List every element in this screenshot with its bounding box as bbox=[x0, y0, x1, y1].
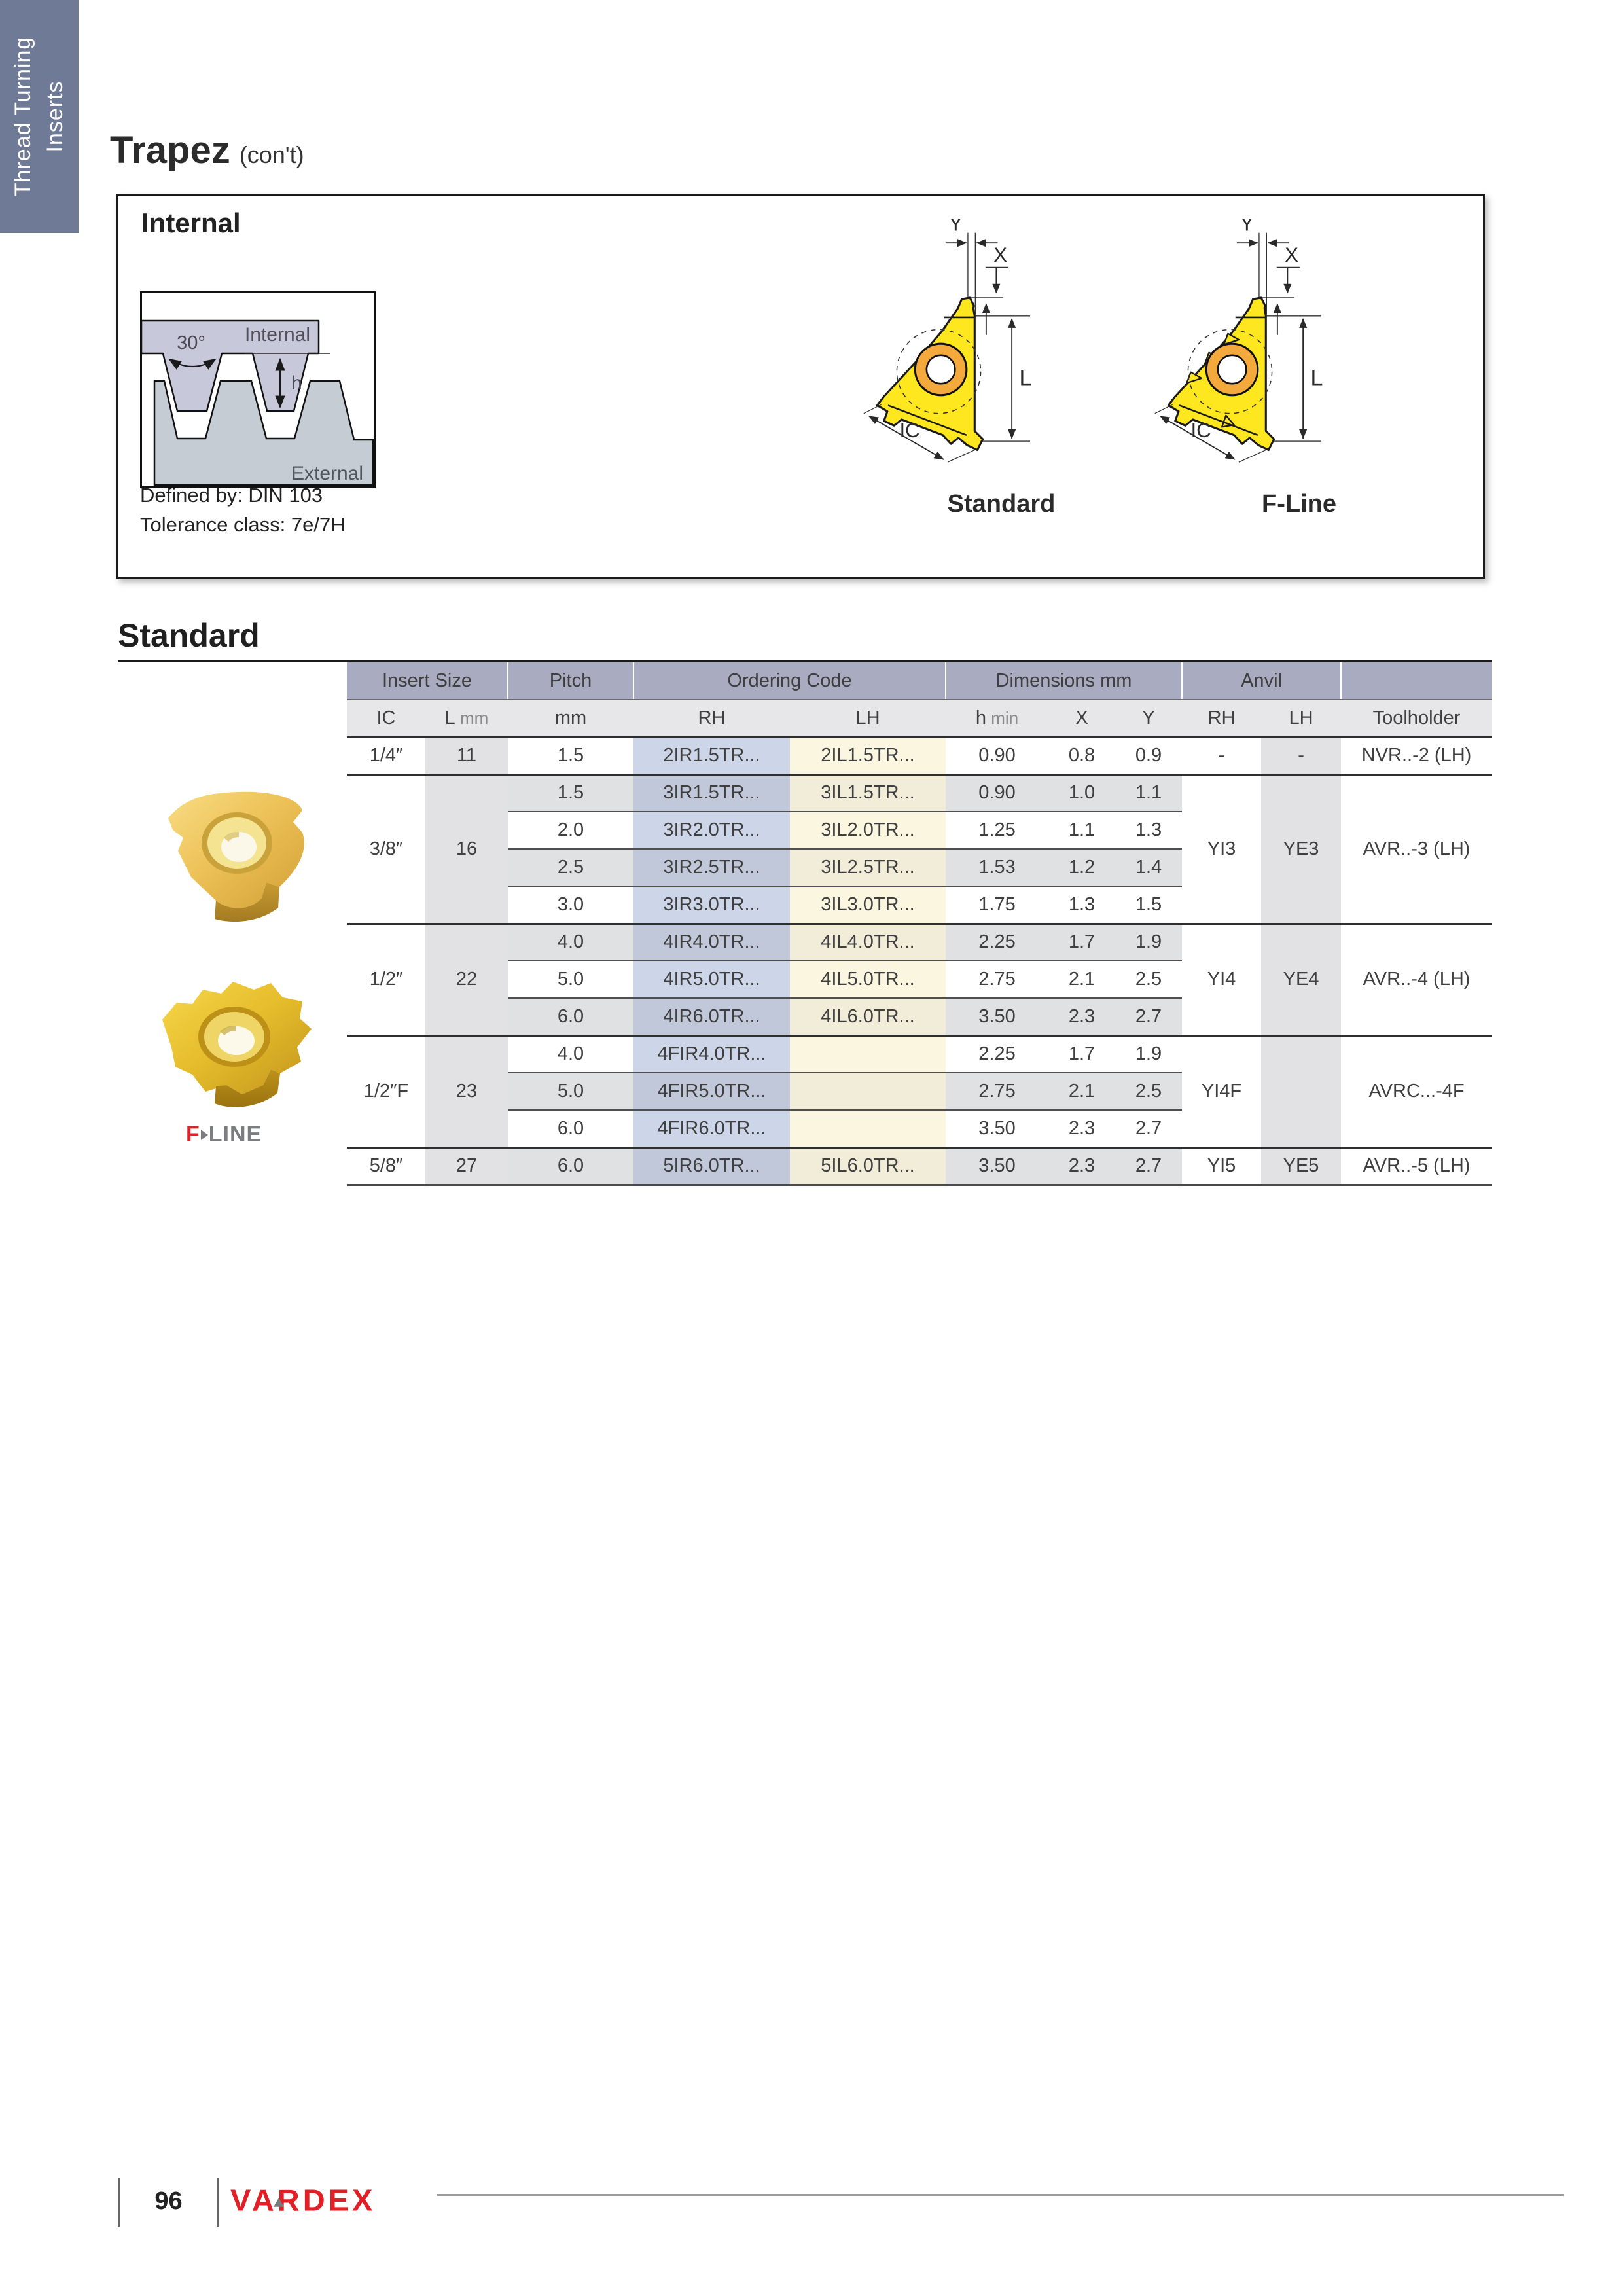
column-header: LH bbox=[1261, 700, 1341, 737]
cell-anvil-lh: YE4 bbox=[1261, 924, 1341, 1035]
column-group-header: Ordering Code bbox=[633, 662, 946, 700]
cell-ordering-code-lh bbox=[790, 1073, 946, 1110]
spec-table-grid bbox=[347, 662, 1492, 1186]
cell-x: 1.0 bbox=[1048, 774, 1115, 812]
column-header: Y bbox=[1115, 700, 1182, 737]
cell-anvil-lh bbox=[1261, 1035, 1341, 1147]
cell-ordering-code-lh: 4IL6.0TR... bbox=[790, 998, 946, 1035]
svg-text:IC: IC bbox=[899, 418, 920, 442]
cell-x: 2.1 bbox=[1048, 1073, 1115, 1110]
cell-x: 1.2 bbox=[1048, 849, 1115, 886]
cell-ordering-code-lh: 3IL3.0TR... bbox=[790, 886, 946, 924]
cell-ordering-code-lh: 3IL1.5TR... bbox=[790, 774, 946, 812]
cell-insert-size-ic: 1/2″F bbox=[347, 1035, 425, 1147]
cell-pitch: 4.0 bbox=[508, 924, 633, 961]
cell-y: 1.5 bbox=[1115, 886, 1182, 924]
cell-pitch: 5.0 bbox=[508, 961, 633, 998]
cell-x: 2.3 bbox=[1048, 1147, 1115, 1185]
cell-h-min: 1.75 bbox=[946, 886, 1048, 924]
column-header: h min bbox=[946, 700, 1048, 737]
cell-ordering-code-rh: 3IR2.5TR... bbox=[633, 849, 790, 886]
cell-h-min: 2.25 bbox=[946, 924, 1048, 961]
cell-insert-size-ic: 5/8″ bbox=[347, 1147, 425, 1185]
svg-text:X: X bbox=[993, 243, 1007, 267]
cell-x: 2.3 bbox=[1048, 1110, 1115, 1147]
column-header: IC bbox=[347, 700, 425, 737]
defined-by-text: Defined by: DIN 103 bbox=[140, 484, 323, 507]
cell-pitch: 2.0 bbox=[508, 812, 633, 849]
svg-text:L: L bbox=[1310, 365, 1323, 391]
cell-ordering-code-lh: 3IL2.5TR... bbox=[790, 849, 946, 886]
vardex-logo-triangle-icon bbox=[274, 2198, 284, 2207]
sidebar-tab-label: Thread Turning Inserts bbox=[10, 36, 67, 197]
svg-text:Internal: Internal bbox=[244, 324, 311, 346]
cell-ordering-code-lh: 5IL6.0TR... bbox=[790, 1147, 946, 1185]
standard-definition bbox=[140, 481, 346, 540]
cell-x: 1.3 bbox=[1048, 886, 1115, 924]
cell-insert-size-l: 22 bbox=[425, 924, 508, 1035]
cell-x: 0.8 bbox=[1048, 737, 1115, 774]
cell-anvil-rh: YI4 bbox=[1182, 924, 1261, 1035]
cell-pitch: 6.0 bbox=[508, 998, 633, 1035]
cell-ordering-code-rh: 4IR6.0TR... bbox=[633, 998, 790, 1035]
cell-toolholder: NVR..-2 (LH) bbox=[1341, 737, 1492, 774]
cell-pitch: 1.5 bbox=[508, 737, 633, 774]
cell-x: 1.7 bbox=[1048, 924, 1115, 961]
cell-insert-size-ic: 1/4″ bbox=[347, 737, 425, 774]
cell-ordering-code-rh: 4FIR6.0TR... bbox=[633, 1110, 790, 1147]
cell-anvil-lh: - bbox=[1261, 737, 1341, 774]
cell-ordering-code-lh bbox=[790, 1035, 946, 1073]
cell-toolholder: AVR..-4 (LH) bbox=[1341, 924, 1492, 1035]
cell-y: 1.1 bbox=[1115, 774, 1182, 812]
cell-h-min: 2.75 bbox=[946, 961, 1048, 998]
cell-pitch: 3.0 bbox=[508, 886, 633, 924]
column-header: L mm bbox=[425, 700, 508, 737]
column-group-header bbox=[1341, 662, 1492, 700]
svg-text:X: X bbox=[1285, 243, 1298, 267]
section-title: Standard bbox=[118, 617, 260, 654]
cell-y: 2.7 bbox=[1115, 998, 1182, 1035]
svg-text:h: h bbox=[291, 372, 302, 394]
svg-text:Y: Y bbox=[948, 219, 963, 236]
cell-ordering-code-lh: 4IL4.0TR... bbox=[790, 924, 946, 961]
page-title: Trapez (con't) bbox=[110, 129, 304, 171]
cell-ordering-code-rh: 4FIR4.0TR... bbox=[633, 1035, 790, 1073]
cell-y: 2.5 bbox=[1115, 1073, 1182, 1110]
column-header: RH bbox=[1182, 700, 1261, 737]
cell-insert-size-l: 16 bbox=[425, 774, 508, 924]
svg-text:External: External bbox=[291, 463, 364, 484]
footer-divider-mid bbox=[217, 2178, 219, 2227]
cell-ordering-code-rh: 3IR3.0TR... bbox=[633, 886, 790, 924]
tolerance-text: Tolerance class: 7e/7H bbox=[140, 512, 346, 536]
cell-toolholder: AVR..-3 (LH) bbox=[1341, 774, 1492, 924]
cell-ordering-code-lh: 2IL1.5TR... bbox=[790, 737, 946, 774]
cell-pitch: 5.0 bbox=[508, 1073, 633, 1110]
column-group-header: Pitch bbox=[508, 662, 633, 700]
internal-heading: Internal bbox=[141, 207, 241, 238]
cell-anvil-rh: - bbox=[1182, 737, 1261, 774]
cell-ordering-code-rh: 4FIR5.0TR... bbox=[633, 1073, 790, 1110]
column-header: Toolholder bbox=[1341, 700, 1492, 737]
cell-pitch: 2.5 bbox=[508, 849, 633, 886]
cell-ordering-code-rh: 4IR4.0TR... bbox=[633, 924, 790, 961]
cell-ordering-code-rh: 2IR1.5TR... bbox=[633, 737, 790, 774]
cell-x: 1.7 bbox=[1048, 1035, 1115, 1073]
cell-toolholder: AVRC...-4F bbox=[1341, 1035, 1492, 1147]
cell-h-min: 1.25 bbox=[946, 812, 1048, 849]
cell-h-min: 1.53 bbox=[946, 849, 1048, 886]
cell-ordering-code-lh: 4IL5.0TR... bbox=[790, 961, 946, 998]
spec-table bbox=[347, 662, 1492, 1186]
svg-text:L: L bbox=[1019, 365, 1032, 391]
fline-logo-f: F bbox=[186, 1122, 200, 1147]
cell-pitch: 6.0 bbox=[508, 1147, 633, 1185]
fline-logo-rest: LINE bbox=[208, 1122, 262, 1147]
thread-profile-diagram bbox=[140, 291, 376, 492]
insert-photo-fline bbox=[143, 963, 332, 1140]
cell-y: 2.7 bbox=[1115, 1110, 1182, 1147]
cell-ordering-code-lh: 3IL2.0TR... bbox=[790, 812, 946, 849]
column-group-header: Dimensions mm bbox=[946, 662, 1182, 700]
cell-insert-size-ic: 3/8″ bbox=[347, 774, 425, 924]
column-header: LH bbox=[790, 700, 946, 737]
fline-arrow-icon bbox=[201, 1130, 208, 1140]
cell-insert-size-l: 23 bbox=[425, 1035, 508, 1147]
fline-logo bbox=[186, 1122, 262, 1147]
cell-pitch: 4.0 bbox=[508, 1035, 633, 1073]
cell-h-min: 3.50 bbox=[946, 1110, 1048, 1147]
cell-anvil-rh: YI5 bbox=[1182, 1147, 1261, 1185]
cell-y: 0.9 bbox=[1115, 737, 1182, 774]
column-header: X bbox=[1048, 700, 1115, 737]
cell-ordering-code-rh: 3IR1.5TR... bbox=[633, 774, 790, 812]
page-title-suffix: (con't) bbox=[239, 141, 304, 168]
footer-rule bbox=[437, 2194, 1564, 2196]
cell-pitch: 6.0 bbox=[508, 1110, 633, 1147]
cell-anvil-rh: YI4F bbox=[1182, 1035, 1261, 1147]
cell-h-min: 3.50 bbox=[946, 1147, 1048, 1185]
cell-insert-size-l: 11 bbox=[425, 737, 508, 774]
cell-anvil-lh: YE5 bbox=[1261, 1147, 1341, 1185]
cell-insert-size-l: 27 bbox=[425, 1147, 508, 1185]
sidebar-tab-thread-turning-inserts bbox=[0, 0, 79, 233]
cell-pitch: 1.5 bbox=[508, 774, 633, 812]
caption-standard: Standard bbox=[947, 490, 1056, 518]
cell-y: 2.7 bbox=[1115, 1147, 1182, 1185]
cell-ordering-code-rh: 4IR5.0TR... bbox=[633, 961, 790, 998]
insert-photo-standard bbox=[145, 772, 335, 952]
cell-ordering-code-rh: 5IR6.0TR... bbox=[633, 1147, 790, 1185]
column-header: RH bbox=[633, 700, 790, 737]
cell-y: 1.4 bbox=[1115, 849, 1182, 886]
insert-diagram-standard bbox=[851, 219, 1047, 483]
page-number: 96 bbox=[154, 2187, 183, 2215]
column-group-header: Insert Size bbox=[347, 662, 508, 700]
vardex-logo: VARDEX bbox=[230, 2183, 376, 2217]
cell-h-min: 3.50 bbox=[946, 998, 1048, 1035]
cell-h-min: 0.90 bbox=[946, 737, 1048, 774]
cell-y: 1.3 bbox=[1115, 812, 1182, 849]
cell-x: 2.3 bbox=[1048, 998, 1115, 1035]
column-header: mm bbox=[508, 700, 633, 737]
cell-y: 1.9 bbox=[1115, 1035, 1182, 1073]
svg-text:IC: IC bbox=[1190, 418, 1211, 442]
cell-anvil-lh: YE3 bbox=[1261, 774, 1341, 924]
cell-ordering-code-rh: 3IR2.0TR... bbox=[633, 812, 790, 849]
cell-h-min: 2.25 bbox=[946, 1035, 1048, 1073]
footer-divider-left bbox=[118, 2178, 120, 2227]
caption-fline: F-Line bbox=[1262, 490, 1336, 518]
cell-x: 1.1 bbox=[1048, 812, 1115, 849]
cell-anvil-rh: YI3 bbox=[1182, 774, 1261, 924]
cell-y: 2.5 bbox=[1115, 961, 1182, 998]
svg-text:30°: 30° bbox=[177, 332, 205, 353]
cell-h-min: 2.75 bbox=[946, 1073, 1048, 1110]
cell-x: 2.1 bbox=[1048, 961, 1115, 998]
svg-text:Y: Y bbox=[1240, 219, 1254, 236]
cell-insert-size-ic: 1/2″ bbox=[347, 924, 425, 1035]
insert-diagram-fline bbox=[1142, 219, 1338, 483]
internal-panel bbox=[116, 194, 1485, 579]
cell-y: 1.9 bbox=[1115, 924, 1182, 961]
column-group-header: Anvil bbox=[1182, 662, 1341, 700]
cell-toolholder: AVR..-5 (LH) bbox=[1341, 1147, 1492, 1185]
cell-ordering-code-lh bbox=[790, 1110, 946, 1147]
cell-h-min: 0.90 bbox=[946, 774, 1048, 812]
